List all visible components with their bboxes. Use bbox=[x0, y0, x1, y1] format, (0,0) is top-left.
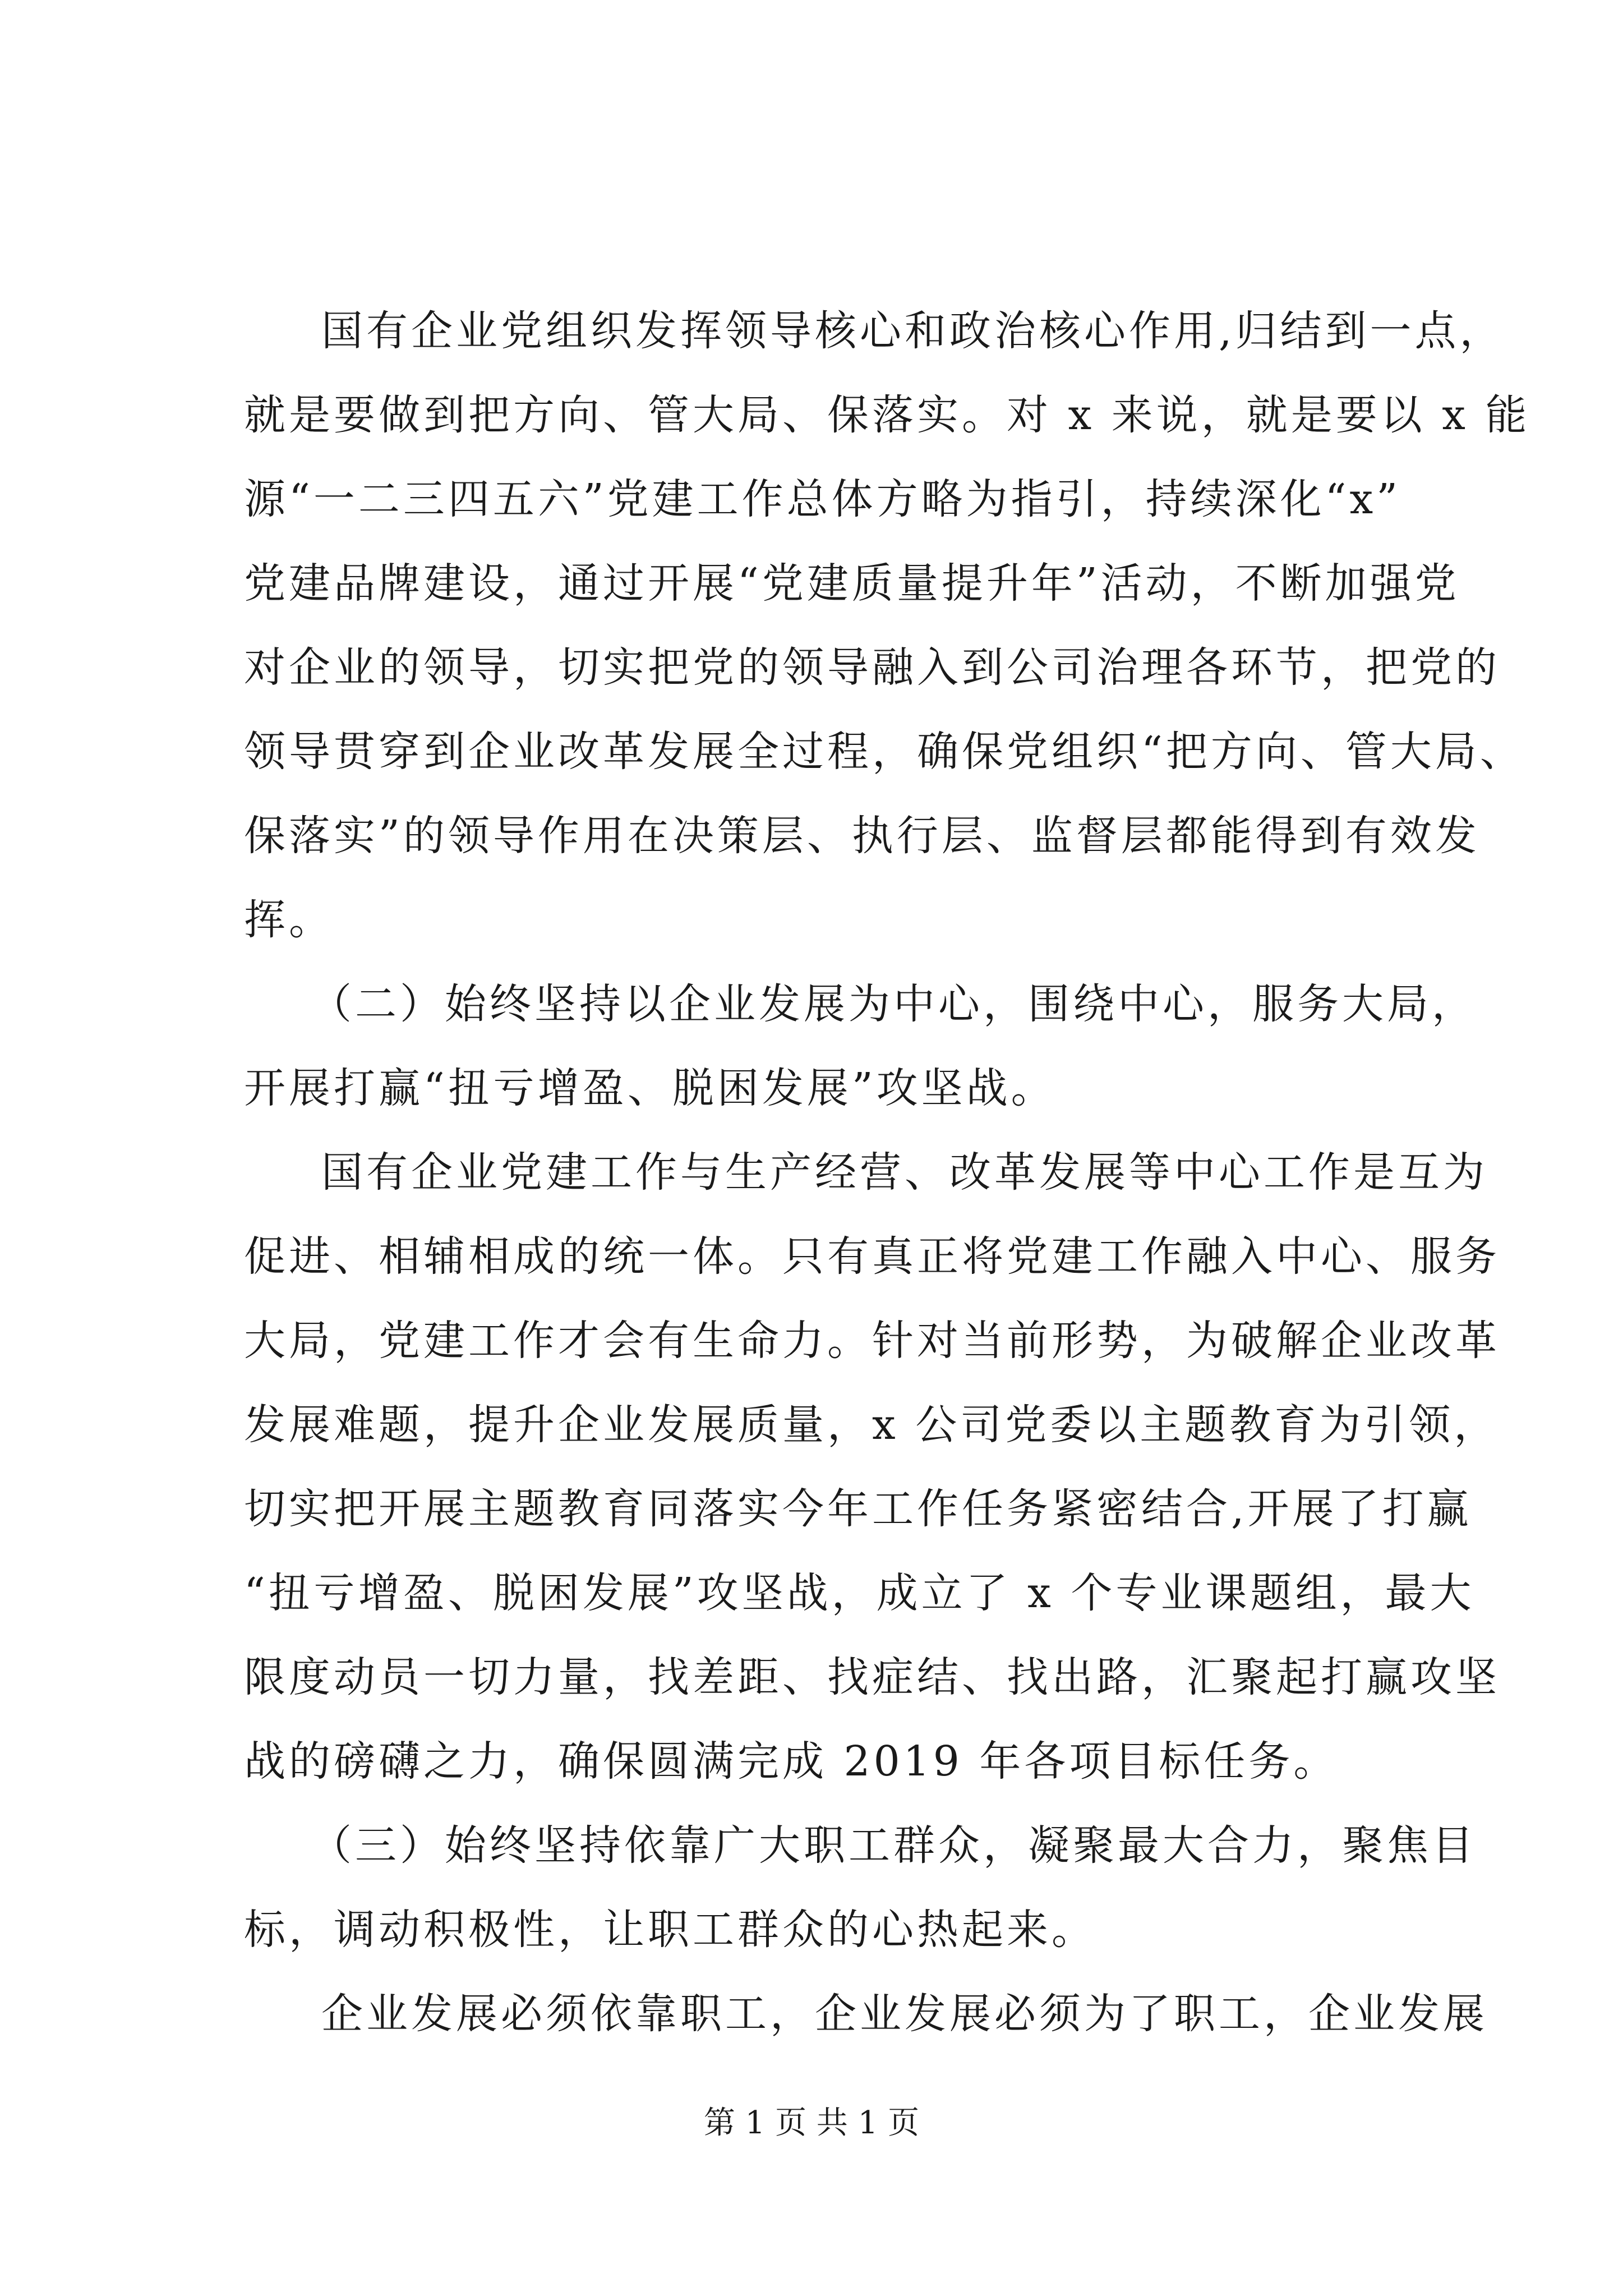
document-body bbox=[244, 289, 1530, 2056]
text-line: 战的磅礴之力，确保圆满完成 2019 年各项目标任务。 bbox=[244, 1737, 1339, 1786]
section-heading-line: 开展打赢“扭亏增盈、脱困发展”攻坚战。 bbox=[244, 1064, 1056, 1112]
text-line: “扭亏增盈、脱困发展”攻坚战，成立了 x 个专业课题组，最大 bbox=[244, 1569, 1475, 1617]
text-line: 切实把开展主题教育同落实今年工作任务紧密结合,开展了打赢 bbox=[244, 1485, 1472, 1533]
section-heading-line: （三）始终坚持依靠广大职工群众，凝聚最大合力，聚焦目 bbox=[310, 1821, 1477, 1870]
page-number-label: 第 1 页 共 1 页 bbox=[703, 2105, 920, 2141]
text-line: 国有企业党组织发挥领导核心和政治核心作用,归结到一点， bbox=[321, 307, 1505, 355]
text-line: 企业发展必须依靠职工，企业发展必须为了职工，企业发展 bbox=[321, 1990, 1488, 2038]
text-line: 领导贯穿到企业改革发展全过程，确保党组织“把方向、管大局、 bbox=[244, 728, 1525, 776]
text-line: 就是要做到把方向、管大局、保落实。对 x 来说，就是要以 x 能 bbox=[244, 391, 1530, 439]
text-line: 党建品牌建设，通过开展“党建质量提升年”活动，不断加强党 bbox=[244, 559, 1460, 608]
text-line: 保落实”的领导作用在决策层、执行层、监督层都能得到有效发 bbox=[244, 812, 1480, 860]
text-line: 促进、相辅相成的统一体。只有真正将党建工作融入中心、服务 bbox=[244, 1232, 1500, 1281]
text-line: 挥。 bbox=[244, 896, 334, 944]
text-line: 发展难题，提升企业发展质量，x 公司党委以主题教育为引领， bbox=[244, 1401, 1499, 1449]
section-heading-line: 标，调动积极性，让职工群众的心热起来。 bbox=[244, 1906, 1096, 1954]
section-heading-line: （二）始终坚持以企业发展为中心，围绕中心，服务大局， bbox=[310, 980, 1477, 1028]
page-footer bbox=[0, 2098, 1623, 2143]
text-line: 国有企业党建工作与生产经营、改革发展等中心工作是互为 bbox=[321, 1148, 1488, 1197]
text-line: 对企业的领导，切实把党的领导融入到公司治理各环节，把党的 bbox=[244, 643, 1500, 692]
text-line: 限度动员一切力量，找差距、找症结、找出路，汇聚起打赢攻坚 bbox=[244, 1653, 1500, 1701]
text-line: 源“一二三四五六”党建工作总体方略为指引，持续深化“x” bbox=[244, 475, 1401, 523]
text-line: 大局，党建工作才会有生命力。针对当前形势，为破解企业改革 bbox=[244, 1317, 1500, 1365]
